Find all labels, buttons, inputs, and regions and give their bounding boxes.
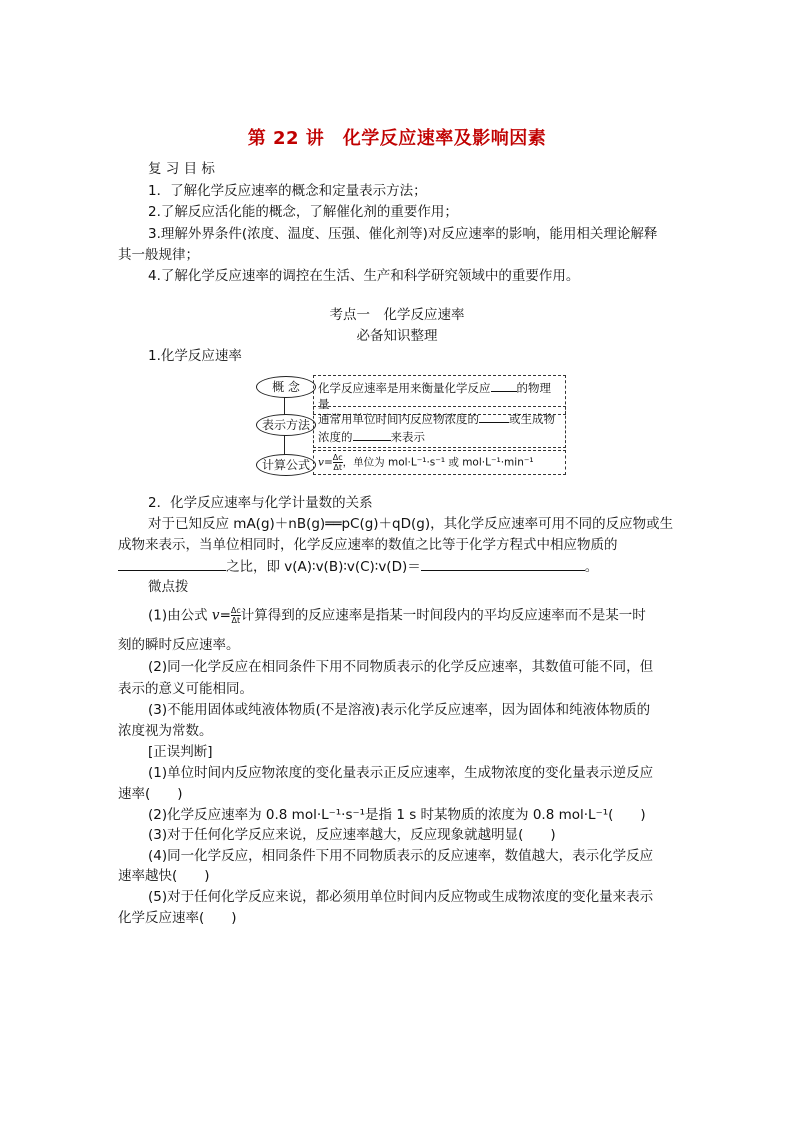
item-1-heading: 1.化学反应速率 <box>148 348 242 364</box>
goal-item-3: 3.理解外界条件(浓度、温度、压强、催化剂等)对反应速率的影响，能用相关理论解释 <box>148 226 658 242</box>
method-text-1-end: 或生成物 <box>509 412 555 426</box>
method-box <box>313 406 566 448</box>
formula-fraction <box>333 453 343 472</box>
formula-unit: ，单位为 mol·L⁻¹·s⁻¹ 或 mol·L⁻¹·min⁻¹ <box>342 456 534 469</box>
judge-1-line-2: 速率( ) <box>118 786 183 802</box>
rate-concept-diagram <box>250 372 570 484</box>
concept-text: 化学反应速率是用来衡量化学反应 <box>318 381 491 395</box>
item-2-heading: 2．化学反应速率与化学计量数的关系 <box>148 495 373 511</box>
judge-4-line-1: (4)同一化学反应，相同条件下用不同物质表示的反应速率，数值越大，表示化学反应 <box>148 848 654 864</box>
method-text-2: 浓度的 <box>318 430 353 444</box>
tip-1-line-2: 刻的瞬时反应速率。 <box>118 637 240 653</box>
method-text-2-end: 来表示 <box>390 430 425 444</box>
tip-1-numerator: Δc <box>230 606 241 615</box>
relation-blank-2 <box>421 557 585 571</box>
tip-1-fraction <box>231 606 241 625</box>
formula-box <box>313 450 566 475</box>
judge-heading: [正误判断] <box>148 744 213 760</box>
section-subheading: 必备知识整理 <box>356 328 438 344</box>
tip-1-v: v <box>211 607 220 624</box>
judge-5-line-1: (5)对于任何化学反应来说，都必须用单位时间内反应物或生成物浓度的变化量来表示 <box>148 889 654 905</box>
tip-2-line-1: (2)同一化学反应在相同条件下用不同物质表示的化学反应速率，其数值可能不同，但 <box>148 659 654 675</box>
section-heading: 考点一 化学反应速率 <box>329 307 465 323</box>
method-blank-2 <box>353 427 391 441</box>
relation-para-1: 对于已知反应 mA(g)＋nB(g)══pC(g)＋qD(g)，其化学反应速率可用不同的反应物或生 <box>148 516 674 532</box>
relation-para-3 <box>118 557 598 576</box>
formula-v: v <box>318 456 324 469</box>
goals-heading: 复 习 目 标 <box>148 161 215 177</box>
page-title: 第 22 讲 化学反应速率及影响因素 <box>247 128 547 149</box>
tip-1-pre: (1)由公式 <box>148 607 212 624</box>
tips-heading: 微点拨 <box>148 579 189 595</box>
tip-3-line-1: (3)不能用固体或纯液体物质(不是溶液)表示化学反应速率，因为固体和纯液体物质的 <box>148 702 651 718</box>
goal-item-4: 4.了解化学反应速率的调控在生活、生产和科学研究领域中的重要作用。 <box>148 268 580 284</box>
relation-end: 。 <box>584 559 599 575</box>
formula-label: 计算公式 <box>256 454 316 476</box>
method-text-1: 通常用单位时间内反应物浓度的 <box>318 412 479 426</box>
tip-3-line-2: 浓度视为常数。 <box>118 723 213 739</box>
concept-text-end: 的物理量 <box>318 381 551 411</box>
relation-blank-1 <box>118 557 226 571</box>
tip-1-denominator: Δt <box>231 616 241 625</box>
method-blank-1 <box>479 409 509 423</box>
concept-blank <box>491 378 517 392</box>
judge-3: (3)对于任何化学反应来说，反应速率越大，反应现象就越明显( ) <box>148 827 556 843</box>
concept-label: 概 念 <box>256 376 316 398</box>
formula-denominator: Δt <box>333 463 342 472</box>
judge-1-line-1: (1)单位时间内反应物浓度的变化量表示正反应速率，生成物浓度的变化量表示逆反应 <box>148 765 654 781</box>
relation-text: 之比，即 v(A)∶v(B)∶v(C)∶v(D)＝ <box>226 559 421 575</box>
tip-2-line-2: 表示的意义可能相同。 <box>118 681 253 697</box>
judge-2: (2)化学反应速率为 0.8 mol·L⁻¹·s⁻¹是指 1 s 时某物质的浓度为 0.8 mol·L⁻¹( ) <box>148 807 646 823</box>
tip-1-line-1: (1)由公式 v= $\frac{\Delta c}{\Delta t}$ 计算得到的反应速率是指某一时间段内的平均反应速率而不是某一时 <box>148 606 646 625</box>
formula-numerator: Δc <box>332 453 343 462</box>
tip-1-post: 计算得到的反应速率是指某一时间段内的平均反应速率而不是某一时 <box>240 607 646 624</box>
judge-5-line-2: 化学反应速率( ) <box>118 910 237 926</box>
formula-equals: = <box>323 456 333 469</box>
goal-item-1: 1．了解化学反应速率的概念和定量表示方法； <box>148 183 427 199</box>
judge-4-line-2: 速率越快( ) <box>118 868 210 884</box>
relation-para-2: 成物来表示，当单位相同时，化学反应速率的数值之比等于化学方程式中相应物质的 <box>118 537 618 553</box>
goal-item-2: 2.了解反应活化能的概念，了解催化剂的重要作用； <box>148 204 458 220</box>
goal-item-3-cont: 其一般规律； <box>118 247 199 263</box>
method-label: 表示方法 <box>256 414 316 436</box>
